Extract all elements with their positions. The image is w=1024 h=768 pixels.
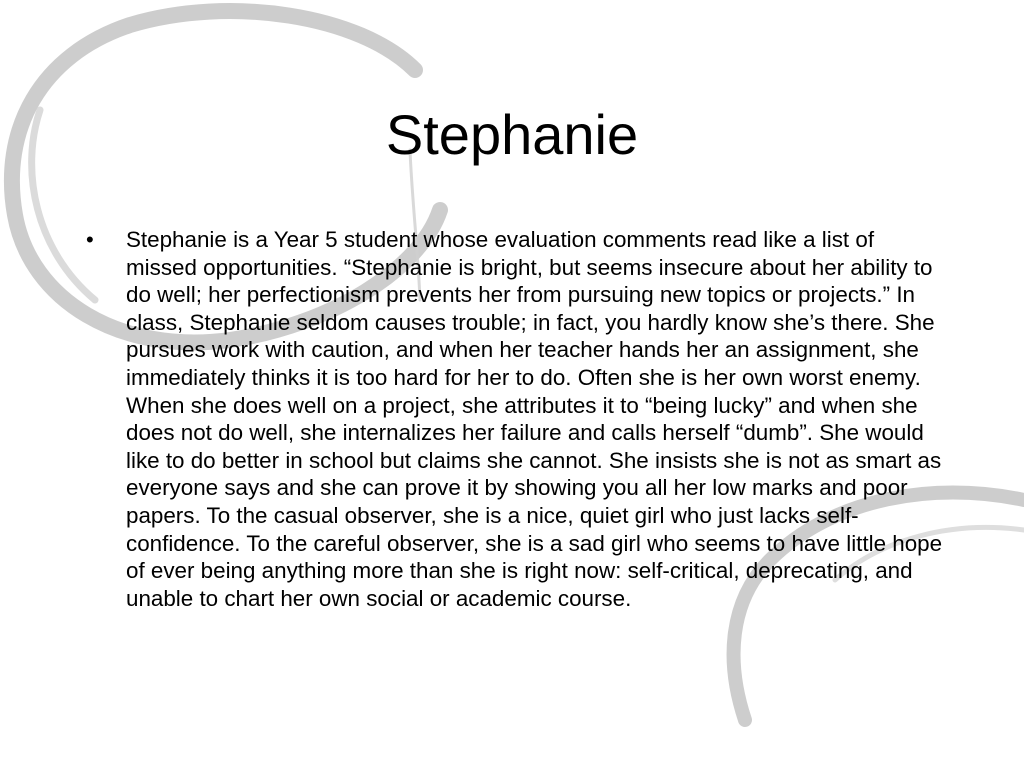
bullet-icon: • [86, 227, 94, 252]
slide-title: Stephanie [385, 103, 639, 166]
bullet-text: Stephanie is a Year 5 student whose evaluation comments read like a list of missed opportunities. “Stephanie is bright, but seems insecure about her ability to do well; her perfectionism prevents her from pursuing new topics or projects.” In class, Stephanie seldom causes trouble; in fact, you hardly know she’s there. She pursues work with caution, and when her teacher hands her an assignment, she immediately thinks it is too hard for her to do. Often she is her own worst enemy. When she does well on a project, she attributes it to “being lucky” and when she does not do well, she internalizes her failure and calls herself “dumb”. She would like to do better in school but claims she cannot. She insists she is not as smart as everyone says and she can prove it by showing you all her low marks and poor papers. To the casual observer, she is a nice, quiet girl who just lacks self-confidence. To the careful observer, she is a sad girl who seems to have little hope of ever being anything more than she is right now: self-critical, deprecating, and unable to chart her own social or academic course. [126, 227, 943, 611]
bullet-list [78, 226, 948, 612]
bullet-item [78, 226, 948, 612]
